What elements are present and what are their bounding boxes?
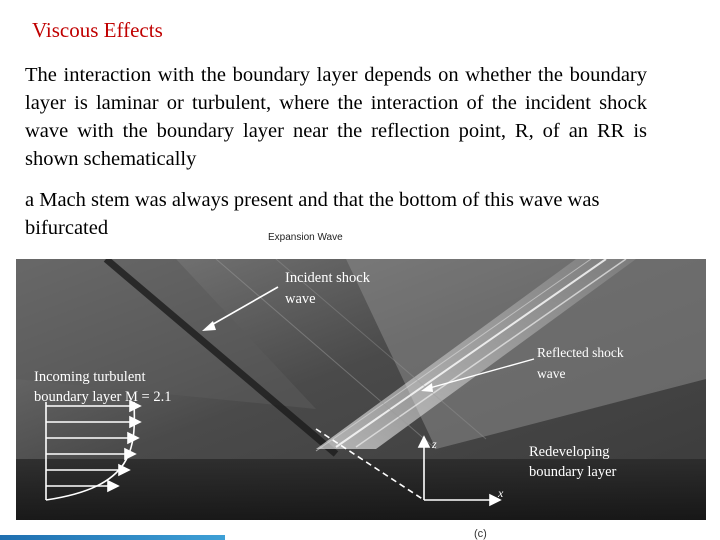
slide-title: Viscous Effects <box>32 18 163 42</box>
schlieren-figure <box>16 259 706 520</box>
axis-z-label: z <box>432 437 437 451</box>
figure-caption: (c) <box>474 528 487 540</box>
axis-x-label: x <box>498 486 504 500</box>
incoming-boundary-layer-label-line2: boundary layer M = 2.1 <box>34 389 172 405</box>
incident-shock-label: Incident shock <box>285 270 370 286</box>
paragraph-boundary-layer: The interaction with the boundary layer depends on whether the boundary layer is laminar or turbulent, where the interaction of the incident shock wave with the boundary layer near the reflection point, R, of an RR is shown schematically <box>25 64 647 170</box>
paragraph-mach-stem: a Mach stem was always present and that the bottom of this wave was bifurcated <box>25 189 600 239</box>
redeveloping-boundary-layer-label: Redeveloping <box>529 444 610 460</box>
reflected-shock-label: Reflected shock <box>537 345 624 360</box>
incoming-boundary-layer-label: Incoming turbulent <box>34 369 146 385</box>
redeveloping-boundary-layer-label-line2: boundary layer <box>529 464 617 480</box>
incident-shock-label-line2: wave <box>285 291 316 307</box>
expansion-wave-label: Expansion Wave <box>268 232 343 243</box>
reflected-shock-label-line2: wave <box>537 366 566 381</box>
accent-bar <box>0 535 225 540</box>
